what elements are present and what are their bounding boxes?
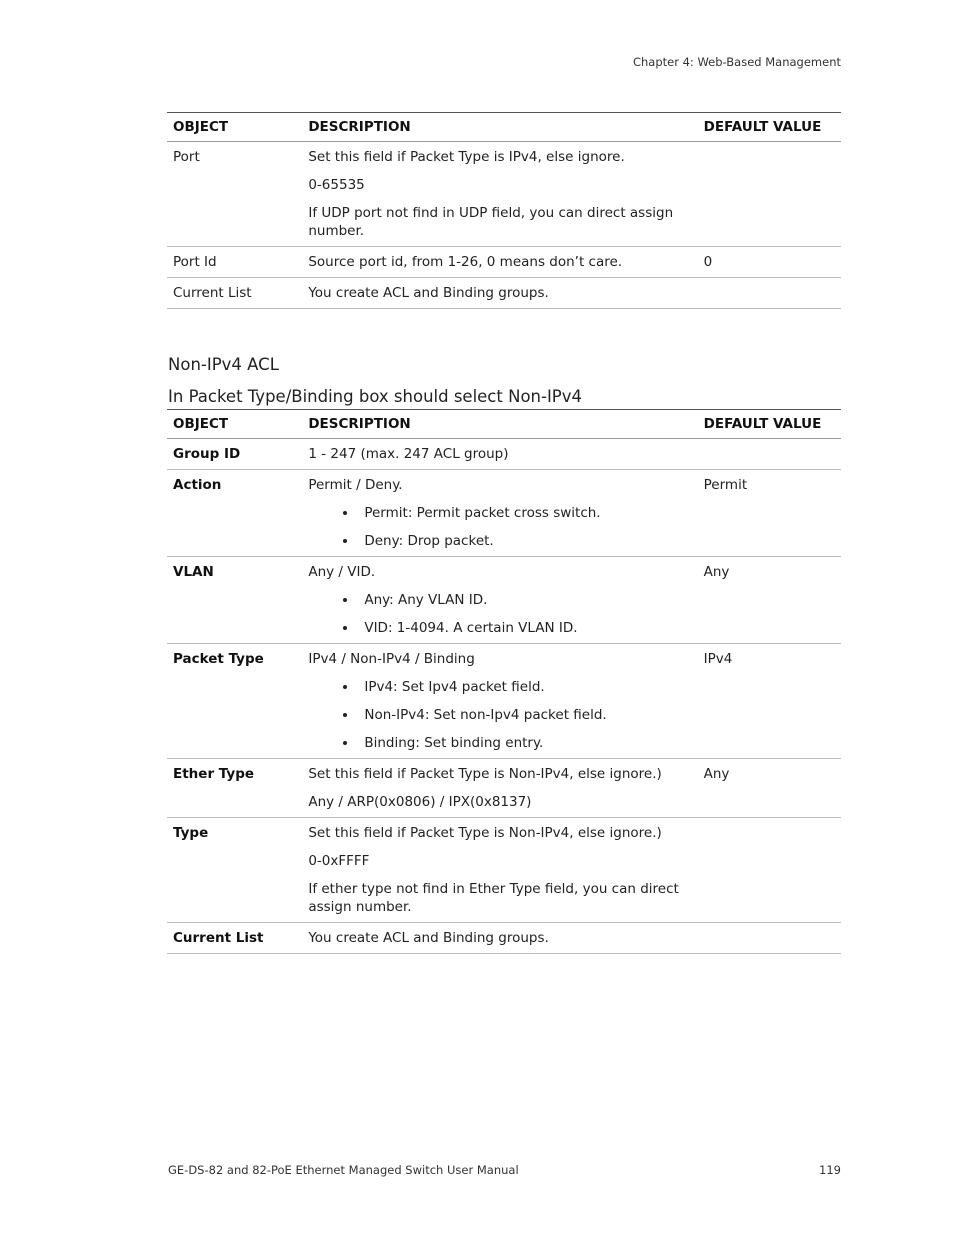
description-text: Any / VID. bbox=[308, 564, 376, 580]
table-object-description-1 bbox=[167, 112, 841, 309]
bullet-list bbox=[308, 591, 691, 637]
description-text: You create ACL and Binding groups. bbox=[308, 930, 549, 946]
description-text: If ether type not find in Ether Type field, you can direct assign number. bbox=[308, 881, 679, 915]
object-cell: Current List bbox=[167, 923, 302, 954]
bullet-item: • VID: 1-4094. A certain VLAN ID. bbox=[358, 619, 691, 637]
description-text: Source port id, from 1-26, 0 means don’t care. bbox=[308, 254, 623, 270]
object-cell: Port Id bbox=[167, 247, 302, 278]
description-cell bbox=[302, 759, 697, 818]
object-cell: Ether Type bbox=[167, 759, 302, 818]
table-row bbox=[167, 278, 841, 309]
description-cell bbox=[302, 923, 697, 954]
default-value-cell: Any bbox=[698, 557, 841, 644]
default-value-cell: Permit bbox=[698, 470, 841, 557]
bullet-item: • Any: Any VLAN ID. bbox=[358, 591, 691, 609]
column-header-description: DESCRIPTION bbox=[302, 113, 697, 142]
bullet-item: • IPv4: Set Ipv4 packet field. bbox=[358, 678, 691, 696]
description-cell bbox=[302, 439, 697, 470]
object-cell: Group ID bbox=[167, 439, 302, 470]
column-header-description: DESCRIPTION bbox=[302, 410, 697, 439]
object-cell: Type bbox=[167, 818, 302, 923]
description-text: Set this field if Packet Type is IPv4, else ignore. bbox=[308, 149, 625, 165]
description-cell bbox=[302, 142, 697, 247]
description-text: 0-0xFFFF bbox=[308, 853, 370, 869]
description-cell bbox=[302, 470, 697, 557]
description-text: 1 - 247 (max. 247 ACL group) bbox=[308, 446, 509, 462]
bullet-list bbox=[308, 504, 691, 550]
description-text: Any / ARP(0x0806) / IPX(0x8137) bbox=[308, 794, 532, 810]
description-text: Set this field if Packet Type is Non-IPv4, else ignore.) bbox=[308, 825, 662, 841]
description-text: You create ACL and Binding groups. bbox=[308, 285, 549, 301]
object-cell: Action bbox=[167, 470, 302, 557]
default-value-cell: Any bbox=[698, 759, 841, 818]
description-cell bbox=[302, 247, 697, 278]
object-cell: Port bbox=[167, 142, 302, 247]
section-title: Non-IPv4 ACL bbox=[168, 355, 279, 374]
bullet-item: • Binding: Set binding entry. bbox=[358, 734, 691, 752]
table-row bbox=[167, 557, 841, 644]
section-subtitle: In Packet Type/Binding box should select Non-IPv4 bbox=[168, 387, 583, 406]
bullet-item: • Deny: Drop packet. bbox=[358, 532, 691, 550]
chapter-header: Chapter 4: Web-Based Management bbox=[632, 55, 841, 69]
bullet-list bbox=[308, 678, 691, 752]
table-row bbox=[167, 470, 841, 557]
bullet-item: • Non-IPv4: Set non-Ipv4 packet field. bbox=[358, 706, 691, 724]
table-row bbox=[167, 818, 841, 923]
column-header-default-value: DEFAULT VALUE bbox=[698, 113, 841, 142]
default-value-cell bbox=[698, 923, 841, 954]
column-header-object: OBJECT bbox=[167, 113, 302, 142]
description-cell bbox=[302, 818, 697, 923]
description-cell bbox=[302, 644, 697, 759]
default-value-cell bbox=[698, 278, 841, 309]
default-value-cell: IPv4 bbox=[698, 644, 841, 759]
object-cell: Packet Type bbox=[167, 644, 302, 759]
description-text: Set this field if Packet Type is Non-IPv4, else ignore.) bbox=[308, 766, 662, 782]
default-value-cell bbox=[698, 439, 841, 470]
description-cell bbox=[302, 557, 697, 644]
description-text: 0-65535 bbox=[308, 177, 365, 193]
page-number: 119 bbox=[819, 1163, 841, 1177]
table-row bbox=[167, 644, 841, 759]
table-object-description-2 bbox=[167, 409, 841, 954]
table-row bbox=[167, 923, 841, 954]
footer-manual-title: GE-DS-82 and 82-PoE Ethernet Managed Switch User Manual bbox=[168, 1163, 519, 1177]
table-row bbox=[167, 247, 841, 278]
column-header-default-value: DEFAULT VALUE bbox=[698, 410, 841, 439]
description-cell bbox=[302, 278, 697, 309]
description-text: IPv4 / Non-IPv4 / Binding bbox=[308, 651, 475, 667]
default-value-cell: 0 bbox=[698, 247, 841, 278]
table-row bbox=[167, 759, 841, 818]
column-header-object: OBJECT bbox=[167, 410, 302, 439]
default-value-cell bbox=[698, 142, 841, 247]
table-row bbox=[167, 142, 841, 247]
description-text: If UDP port not find in UDP field, you can direct assign number. bbox=[308, 205, 674, 239]
table-header-row bbox=[167, 113, 841, 142]
description-text: Permit / Deny. bbox=[308, 477, 403, 493]
table-row bbox=[167, 439, 841, 470]
object-cell: Current List bbox=[167, 278, 302, 309]
bullet-item: • Permit: Permit packet cross switch. bbox=[358, 504, 691, 522]
default-value-cell bbox=[698, 818, 841, 923]
object-cell: VLAN bbox=[167, 557, 302, 644]
table-header-row bbox=[167, 410, 841, 439]
